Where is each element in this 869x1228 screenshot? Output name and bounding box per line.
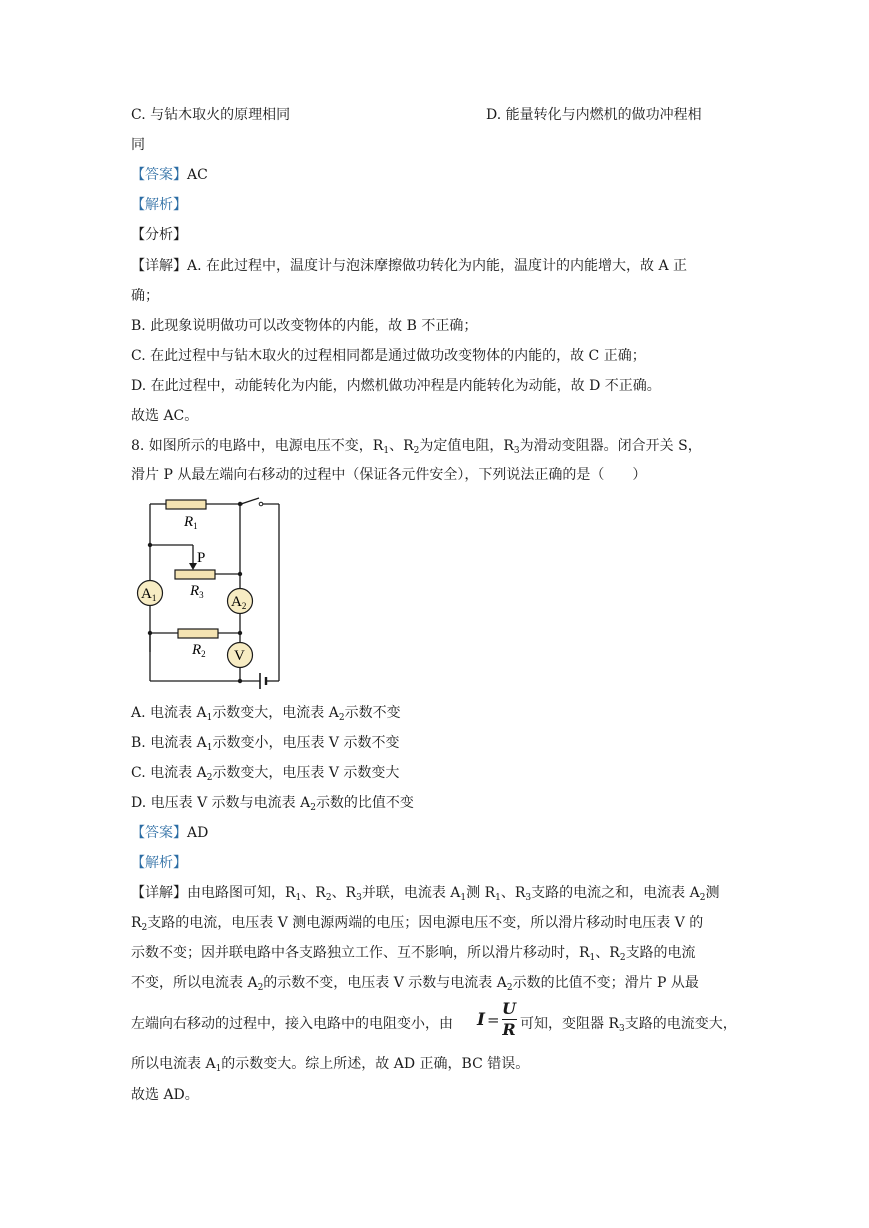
q8-option-c (131, 763, 399, 783)
label-r1: $R_1$ (184, 514, 198, 531)
sub: 2 (506, 983, 513, 993)
opt-text: C. 电流表 A (131, 765, 207, 781)
q7-detail-b: B. 此现象说明做功可以改变物体的内能，故 B 不正确； (131, 318, 478, 334)
answer-value: AD (187, 825, 209, 841)
label-a1: $A_1$ (141, 586, 157, 603)
opt-text: B. 电流表 A (131, 735, 207, 751)
resistor-r3 (175, 570, 215, 579)
sub: 2 (619, 953, 626, 963)
label-v: V (234, 648, 245, 664)
t: 示数的比值不变；滑片 P 从最 (512, 975, 699, 991)
q7-option-c: C. 与钻木取火的原理相同 (131, 107, 291, 123)
opt-text: D. 电压表 V 示数与电流表 A (131, 795, 311, 811)
circuit-wires (150, 498, 279, 681)
q7-option-d: D. 能量转化与内燃机的做功冲程相 (486, 107, 702, 123)
sub: 2 (338, 713, 345, 723)
opt-text: 示数变小，电压表 V 示数不变 (212, 735, 400, 751)
t: 测 (705, 885, 720, 901)
opt-text: 示数不变 (344, 705, 401, 721)
formula-num: U (502, 999, 516, 1018)
t: 、R (331, 885, 357, 901)
sub: 1 (495, 893, 501, 903)
stem-text: 、R (389, 438, 414, 454)
formula-eq: = (486, 1010, 500, 1029)
t: 的示数不变，电压表 V 示数与电流表 A (263, 975, 507, 991)
q8-option-d (131, 793, 414, 813)
label-a2: $A_2$ (231, 594, 247, 611)
t: 示数不变；因并联电路中各支路独立工作、互不影响，所以滑片移动时，R (131, 945, 590, 961)
q8-stem-line2: 滑片 P 从最左端向右移动的过程中（保证各元件安全），下列说法正确的是（ ） (131, 467, 647, 483)
sub: 1 (215, 1064, 222, 1074)
t: 并联，电流表 A (361, 885, 461, 901)
q8-stem-line1 (131, 436, 702, 456)
label-r2: $R_2$ (192, 642, 206, 659)
stem-text: 为滑动变阻器。闭合开关 S， (519, 438, 702, 454)
q8-explain-line2 (131, 913, 703, 933)
t: 的示数变大。综上所述，故 AD 正确，BC 错误。 (221, 1056, 530, 1072)
q7-detail-a (131, 256, 687, 276)
sub: 1 (589, 953, 596, 963)
slider-arrow-icon (189, 563, 197, 570)
sub: 2 (699, 893, 706, 903)
q8-option-b (131, 733, 400, 753)
q7-detail-c: C. 在此过程中与钻木取火的过程相同都是通过做功改变物体的内能的，故 C 正确； (131, 348, 646, 364)
formula-lhs: I (477, 1009, 485, 1030)
sub: 3 (356, 893, 362, 903)
t: 支路的电流 (625, 945, 696, 961)
q8-explain-line5 (131, 1014, 453, 1034)
sub: 3 (619, 1024, 625, 1034)
t: 支路的电流变大， (624, 1016, 737, 1032)
switch-contact-right (259, 502, 263, 506)
t: 可知，变阻器 R (520, 1016, 619, 1032)
t: 不变，所以电流表 A (131, 975, 258, 991)
t: R (131, 915, 142, 931)
formula-ohms-law (477, 1000, 517, 1039)
opt-text: 示数变大，电压表 V 示数变大 (212, 765, 400, 781)
stem-text: 8. 如图所示的电路中，电源电压不变，R (131, 438, 384, 454)
answer-tag: 【答案】 (131, 825, 187, 841)
q8-explain-line6 (131, 1054, 529, 1074)
q8-explain-line5-cont (520, 1014, 737, 1034)
sub: 1 (206, 713, 213, 723)
resistor-r1 (166, 500, 206, 509)
detail-tag: 【详解】 (131, 885, 187, 901)
detail-tag: 【详解】 (131, 258, 187, 274)
t: 、R (500, 885, 526, 901)
sub: 1 (295, 893, 302, 903)
q8-explain-line1 (131, 883, 719, 903)
t: 测 R (466, 885, 496, 901)
q7-option-d-wrap: 同 (131, 137, 145, 153)
sub: 1 (383, 446, 390, 456)
sub: 2 (257, 983, 264, 993)
sub: 2 (325, 893, 332, 903)
sub: 1 (206, 743, 213, 753)
t: 支路的电流，电压表 V 测电源两端的电压；因电源电压不变，所以滑片移动时电压表 V 的 (147, 915, 704, 931)
q8-analysis-tag: 【解析】 (131, 855, 187, 871)
q8-conclusion: 故选 AD。 (131, 1087, 199, 1103)
answer-tag: 【答案】 (131, 167, 187, 183)
sub: 3 (513, 446, 520, 456)
q8-option-a (131, 703, 401, 723)
t: 支路的电流之和，电流表 A (531, 885, 700, 901)
sub: 3 (525, 893, 532, 903)
sub: 2 (141, 923, 148, 933)
sub: 2 (206, 773, 213, 783)
q7-fenxi-tag: 【分析】 (131, 227, 187, 243)
q8-explain-line3 (131, 943, 696, 963)
q8-answer-line (131, 823, 208, 843)
label-r3: $R_3$ (190, 583, 204, 600)
t: 、R (595, 945, 620, 961)
t: 所以电流表 A (131, 1056, 216, 1072)
opt-text: 示数变大，电流表 A (212, 705, 339, 721)
q7-analysis-tag: 【解析】 (131, 197, 187, 213)
q7-conclusion: 故选 AC。 (131, 408, 199, 424)
circuit-diagram (128, 492, 288, 692)
answer-value: AC (187, 167, 208, 183)
q7-detail-a-wrap: 确； (131, 288, 159, 304)
opt-text: A. 电流表 A (131, 705, 207, 721)
t: 由电路图可知，R (187, 885, 296, 901)
label-slider-p: P (197, 550, 206, 566)
sub: 2 (413, 446, 420, 456)
sub: 1 (460, 893, 467, 903)
t: 左端向右移动的过程中，接入电路中的电阻变小，由 (131, 1016, 453, 1032)
stem-text: 为定值电阻，R (419, 438, 514, 454)
formula-fraction (502, 1000, 517, 1039)
q7-detail-d: D. 在此过程中，动能转化为内能，内燃机做功冲程是内能转化为动能，故 D 不正确。 (131, 378, 661, 394)
sub: 2 (310, 803, 316, 813)
detail-a-text: A. 在此过程中，温度计与泡沫摩擦做功转化为内能，温度计的内能增大，故 A 正 (187, 258, 688, 274)
q7-answer-line (131, 165, 208, 185)
q8-explain-line4 (131, 973, 699, 993)
opt-text: 示数的比值不变 (315, 795, 414, 811)
formula-den: R (502, 1020, 516, 1039)
resistor-r2 (178, 629, 218, 638)
t: 、R (301, 885, 326, 901)
